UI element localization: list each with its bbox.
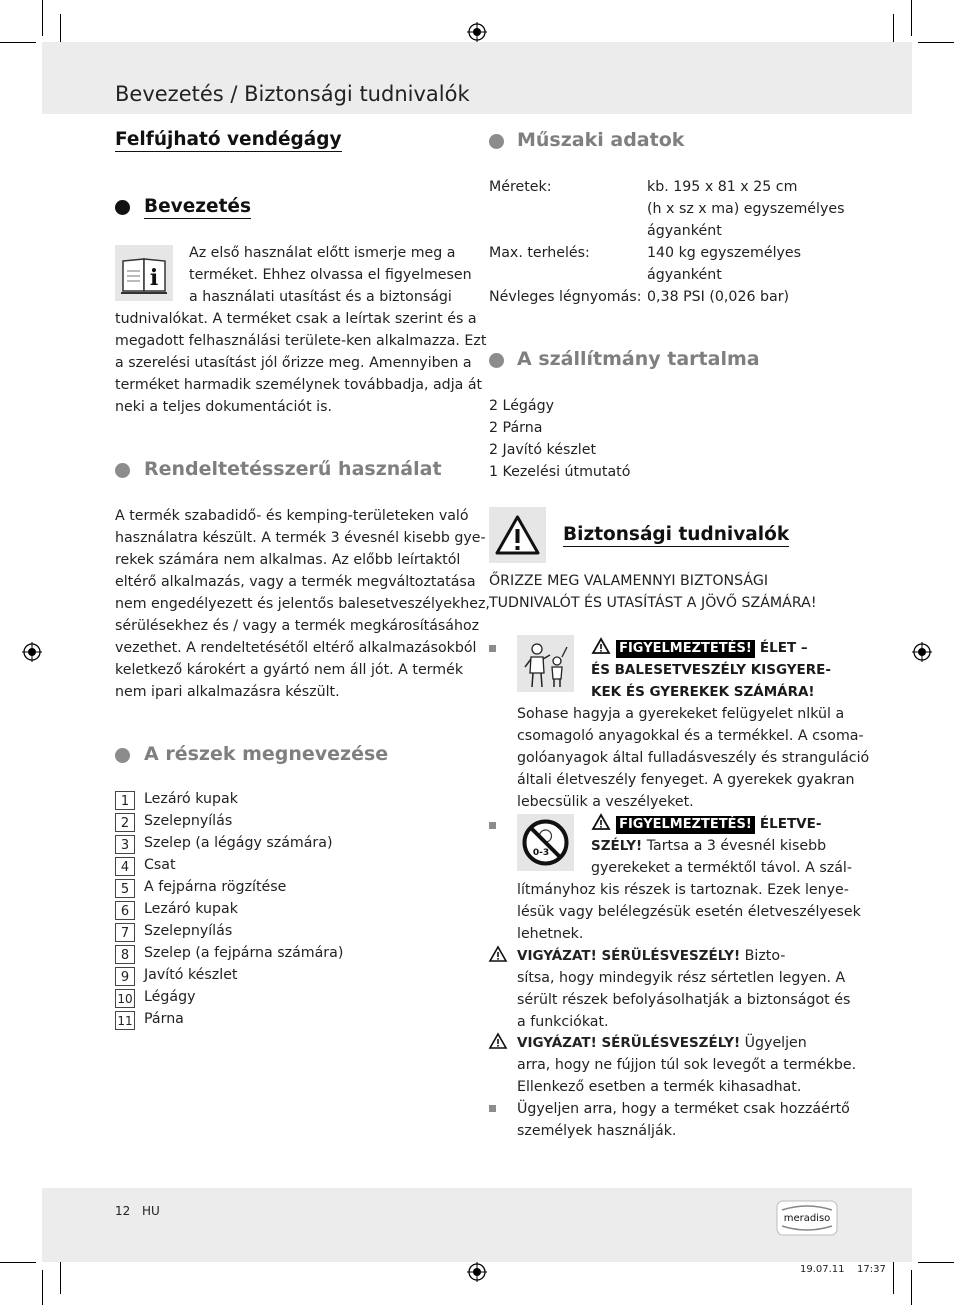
crop-mark	[918, 42, 954, 43]
print-time: 17:37	[857, 1264, 886, 1275]
part-label: Szelep (a fejpárna számára)	[144, 945, 344, 961]
intended-use-line: A termék szabadidő- és kemping-területeken való	[115, 508, 469, 524]
intro-line: a szerelési utasítást jól őrizze meg. Amennyiben a	[115, 355, 472, 371]
intended-use-line: vezethet. A rendeltetésétől eltérő alkalmazásokból	[115, 640, 477, 656]
warning-body-line: általi életveszély fenyeget. A gyerekek gyakran	[517, 772, 855, 788]
safety-heading: Biztonsági tudnivalók	[563, 524, 790, 545]
product-title: Felfújható vendégágy	[115, 129, 342, 150]
age-restriction-icon	[517, 814, 574, 871]
svg-text:i: i	[149, 265, 159, 291]
section-bullet	[489, 353, 504, 368]
brand-logo	[776, 1200, 838, 1236]
warning-body-line: gyerekeket a terméktől távol. A szál-	[591, 860, 852, 876]
caution-body-line: arra, hogy ne fújjon túl sok levegőt a termékbe.	[517, 1057, 857, 1073]
crop-mark	[0, 1262, 36, 1263]
spec-value: (h x sz x ma) egyszemélyes	[647, 201, 845, 217]
intro-line: megadott felhasználási területe-ken alkalmazza. Ezt	[115, 333, 487, 349]
safety-keep-line: TUDNIVALÓT ÉS UTASÍTÁST A JÖVŐ SZÁMÁRA!	[489, 595, 817, 611]
intended-use-heading: Rendeltetésszerű használat	[144, 458, 442, 480]
section-bullet	[115, 463, 130, 478]
intended-use-line: eltérő alkalmazás, vagy a termék megváltoztatása	[115, 574, 476, 590]
warning-body-line: lehetnek.	[517, 926, 584, 942]
contents-item: 2 Javító készlet	[489, 442, 597, 458]
registration-mark-icon	[912, 642, 932, 662]
caution-line	[517, 945, 785, 967]
part-label: Javító készlet	[144, 967, 238, 983]
brand-name: meradiso	[783, 1213, 831, 1224]
part-number: 9	[115, 967, 135, 986]
intro-heading: Bevezetés	[144, 196, 251, 217]
crop-mark	[42, 1270, 43, 1305]
list-bullet	[489, 1105, 496, 1112]
intended-use-line: keletkező károkért a gyártó nem áll jót. A termék	[115, 662, 464, 678]
parts-heading: A részek megnevezése	[144, 743, 389, 765]
warning-title: SZÉLY!	[591, 838, 643, 854]
warning-body-line: lebecsülik a veszélyeket.	[517, 794, 694, 810]
warning-badge-group	[591, 813, 821, 834]
part-label: Szelepnyílás	[144, 813, 233, 829]
child-hazard-icon	[517, 635, 574, 692]
crop-mark	[911, 0, 912, 36]
caution-body-line: sítsa, hogy mindegyik rész sértetlen legyen. A	[517, 970, 846, 986]
caution-triangle-icon	[488, 945, 508, 963]
spec-value: ágyanként	[647, 223, 722, 239]
language-code: HU	[142, 1204, 160, 1218]
page-header-title: Bevezetés / Biztonsági tudnivalók	[115, 82, 470, 106]
intro-line: neki a teljes dokumentációt is.	[115, 399, 332, 415]
spec-value: 0,38 PSI (0,026 bar)	[647, 289, 790, 305]
spec-label: Méretek:	[489, 179, 552, 195]
registration-mark-icon	[22, 642, 42, 662]
crop-mark	[42, 0, 43, 36]
caution-title: VIGYÁZAT! SÉRÜLÉSVESZÉLY!	[517, 1035, 741, 1051]
warning-body-line: csomagoló anyagokkal és a termékkel. A csoma-	[517, 728, 864, 744]
part-label: Lezáró kupak	[144, 901, 238, 917]
caution-body-line: Ellenkező esetben a termék kihasadhat.	[517, 1079, 802, 1095]
specs-heading: Műszaki adatok	[517, 129, 685, 151]
registration-mark-icon	[467, 1262, 487, 1282]
part-label: Szelep (a légágy számára)	[144, 835, 333, 851]
part-number: 4	[115, 857, 135, 876]
caution-body-line: a funkciókat.	[517, 1014, 609, 1030]
registration-mark-icon	[467, 22, 487, 42]
warning-badge: FIGYELMEZTETÉS!	[616, 816, 755, 834]
print-date: 19.07.11	[800, 1264, 845, 1275]
safety-note-line: személyek használják.	[517, 1123, 677, 1139]
section-bullet	[115, 748, 130, 763]
safety-keep-line: ŐRIZZE MEG VALAMENNYI BIZTONSÁGI	[489, 573, 769, 589]
intended-use-line: nem ipari alkalmazásra készült.	[115, 684, 340, 700]
info-book-icon	[115, 245, 173, 301]
contents-item: 1 Kezelési útmutató	[489, 464, 631, 480]
spec-label: Max. terhelés:	[489, 245, 590, 261]
intro-line: Az első használat előtt ismerje meg a	[189, 245, 456, 261]
warning-text: Tartsa a 3 évesnél kisebb	[646, 838, 827, 854]
part-number: 2	[115, 813, 135, 832]
warning-badge-group	[591, 637, 808, 658]
part-label: Szelepnyílás	[144, 923, 233, 939]
page-number: 12	[115, 1204, 131, 1218]
caution-text: Bizto-	[744, 948, 786, 964]
spec-value: 140 kg egyszemélyes	[647, 245, 802, 261]
part-number: 5	[115, 879, 135, 898]
part-number: 10	[115, 989, 135, 1008]
small-warning-triangle-icon	[591, 637, 611, 655]
warning-line	[591, 835, 826, 857]
list-bullet	[489, 645, 496, 652]
part-label: Csat	[144, 857, 176, 873]
part-label: Légágy	[144, 989, 196, 1005]
spec-label: Névleges légnyomás:	[489, 289, 642, 305]
crop-mark	[0, 42, 36, 43]
caution-title: VIGYÁZAT! SÉRÜLÉSVESZÉLY!	[517, 948, 741, 964]
caution-text: Ügyeljen	[744, 1035, 807, 1051]
crop-mark	[911, 1270, 912, 1305]
intro-line: terméket. Ehhez olvassa el figyelmesen	[189, 267, 472, 283]
contents-heading: A szállítmány tartalma	[517, 348, 760, 370]
warning-title: ÉS BALESETVESZÉLY KISGYERE-	[591, 662, 831, 678]
intended-use-line: nem engedélyezett és jelentős balesetveszélyekhez,	[115, 596, 490, 612]
intended-use-line: használatra készült. A termék 3 évesnél kisebb gye-	[115, 530, 486, 546]
crop-mark	[918, 1262, 954, 1263]
contents-item: 2 Légágy	[489, 398, 555, 414]
warning-title: KEK ÉS GYEREKEK SZÁMÁRA!	[591, 684, 815, 700]
intro-line: tudnivalókat. A terméket csak a leírtak szerint és a	[115, 311, 477, 327]
part-label: Lezáró kupak	[144, 791, 238, 807]
part-number: 1	[115, 791, 135, 810]
spec-value: ágyanként	[647, 267, 722, 283]
contents-item: 2 Párna	[489, 420, 543, 436]
caution-triangle-icon	[488, 1032, 508, 1050]
part-number: 7	[115, 923, 135, 942]
part-number: 11	[115, 1011, 135, 1030]
small-warning-triangle-icon	[591, 813, 611, 831]
warning-triangle-icon	[489, 507, 546, 563]
warning-body-line: Sohase hagyja a gyerekeket felügyelet nlkül a	[517, 706, 845, 722]
intro-line: a használati utasítást és a biztonsági	[189, 289, 452, 305]
part-number: 8	[115, 945, 135, 964]
safety-note-line: Ügyeljen arra, hogy a terméket csak hozzáértő	[517, 1101, 850, 1117]
warning-title: ÉLETVE-	[759, 816, 822, 832]
age-label: 0-3	[532, 848, 550, 858]
part-number: 6	[115, 901, 135, 920]
intended-use-line: rekek számára nem alkalmas. Az előbb leírtaktól	[115, 552, 461, 568]
warning-badge: FIGYELMEZTETÉS!	[616, 640, 755, 658]
caution-line	[517, 1032, 807, 1054]
intro-line: terméket harmadik személynek továbbadja, adja át	[115, 377, 483, 393]
crop-mark	[893, 1258, 894, 1294]
intended-use-line: sérülésekhez és / vagy a termék megkárosításához	[115, 618, 480, 634]
warning-body-line: golóanyagok által fulladásveszély és stranguláció	[517, 750, 870, 766]
warning-body-line: lítmányhoz kis részek is tartoznak. Ezek lenye-	[517, 882, 849, 898]
list-bullet	[489, 822, 496, 829]
section-bullet	[489, 134, 504, 149]
spec-value: kb. 195 x 81 x 25 cm	[647, 179, 798, 195]
part-label: Párna	[144, 1011, 184, 1027]
warning-title: ÉLET –	[759, 640, 808, 656]
part-label: A fejpárna rögzítése	[144, 879, 287, 895]
warning-body-line: lésük vagy belélegzésük esetén életveszélyesek	[517, 904, 861, 920]
crop-mark	[60, 1258, 61, 1294]
caution-body-line: sérült részek befolyásolhatják a biztonságot és	[517, 992, 851, 1008]
part-number: 3	[115, 835, 135, 854]
section-bullet	[115, 200, 130, 215]
